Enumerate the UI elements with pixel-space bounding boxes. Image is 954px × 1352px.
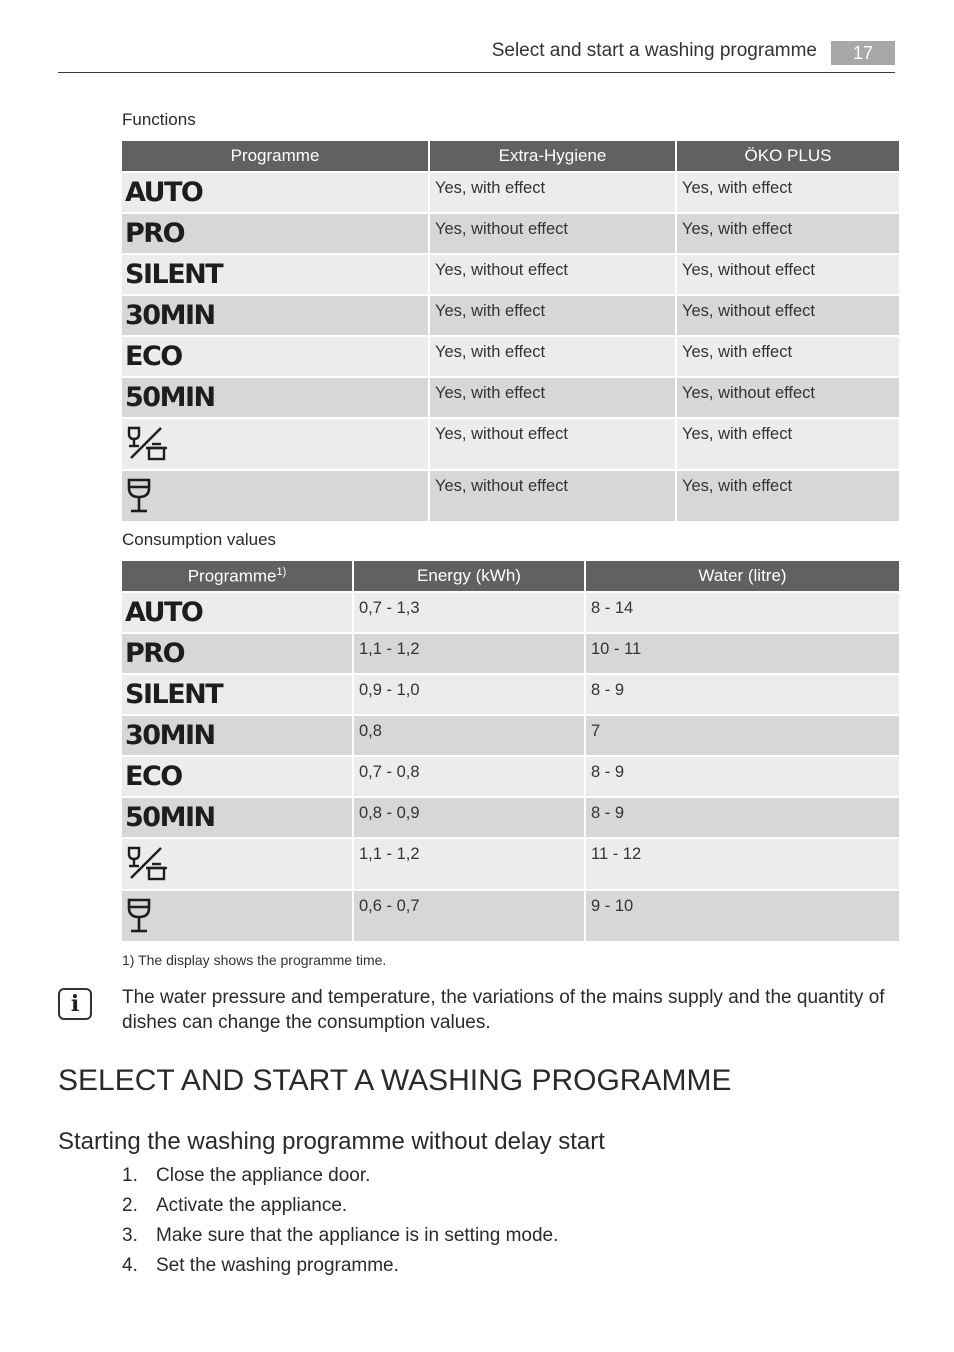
step-number: 1. (122, 1165, 138, 1186)
programme-cell (122, 716, 352, 755)
step-number: 3. (122, 1225, 138, 1246)
page-header (58, 38, 895, 73)
column-header: Water (litre) (586, 561, 899, 591)
step-number: 2. (122, 1195, 138, 1216)
info-text: The water pressure and temperature, the variations of the mains supply and the quantity of dishes can change the consumption values. (122, 987, 885, 1033)
glass-and-pot-icon (125, 844, 349, 884)
wine-glass-icon (125, 476, 425, 516)
table-row (122, 419, 899, 469)
oko-plus-cell: Yes, with effect (677, 337, 899, 376)
table-row (122, 839, 899, 889)
programme-cell (122, 634, 352, 673)
table-row (122, 255, 899, 294)
programme-cell (122, 471, 428, 521)
table-row (122, 214, 899, 253)
oko-plus-cell: Yes, without effect (677, 296, 899, 335)
energy-cell: 0,6 - 0,7 (354, 891, 584, 941)
programme-label: AUTO (125, 597, 203, 628)
water-cell: 8 - 9 (586, 675, 899, 714)
table-row (122, 757, 899, 796)
programme-label: 30MIN (125, 300, 215, 331)
step-text: Make sure that the appliance is in setting mode. (156, 1225, 559, 1246)
energy-cell: 0,8 - 0,9 (354, 798, 584, 837)
glass-and-pot-icon (125, 424, 425, 464)
programme-cell (122, 675, 352, 714)
programme-cell (122, 337, 428, 376)
programme-cell (122, 419, 428, 469)
water-cell: 8 - 9 (586, 757, 899, 796)
extra-hygiene-cell: Yes, with effect (430, 296, 675, 335)
column-header: Energy (kWh) (354, 561, 584, 591)
table-header-row (122, 561, 899, 591)
table-row (122, 173, 899, 212)
programme-label: PRO (125, 638, 185, 669)
column-header: Programme (122, 141, 428, 171)
oko-plus-cell: Yes, without effect (677, 255, 899, 294)
energy-cell: 0,9 - 1,0 (354, 675, 584, 714)
page-number: 17 (831, 41, 895, 65)
programme-cell (122, 173, 428, 212)
programme-cell (122, 593, 352, 632)
consumption-caption: Consumption values (122, 530, 277, 549)
programme-label: SILENT (125, 679, 223, 710)
step-text: Activate the appliance. (156, 1195, 348, 1216)
step-text: Set the washing programme. (156, 1255, 399, 1276)
column-header: Extra-Hygiene (430, 141, 675, 171)
header-title: Select and start a washing programme (491, 40, 817, 61)
programme-cell (122, 214, 428, 253)
table-row (122, 891, 899, 941)
energy-cell: 1,1 - 1,2 (354, 839, 584, 889)
programme-label: PRO (125, 218, 185, 249)
table-row (122, 296, 899, 335)
oko-plus-cell: Yes, with effect (677, 419, 899, 469)
step-text: Close the appliance door. (156, 1165, 371, 1186)
oko-plus-cell: Yes, without effect (677, 378, 899, 417)
footnote-mark: 1) (276, 565, 287, 578)
water-cell: 10 - 11 (586, 634, 899, 673)
programme-label: 30MIN (125, 720, 215, 751)
energy-cell: 1,1 - 1,2 (354, 634, 584, 673)
programme-label: AUTO (125, 177, 203, 208)
table-row (122, 337, 899, 376)
table-row (122, 716, 899, 755)
programme-label: SILENT (125, 259, 223, 290)
oko-plus-cell: Yes, with effect (677, 214, 899, 253)
table-header-row (122, 141, 899, 171)
step-number: 4. (122, 1255, 138, 1276)
programme-cell (122, 891, 352, 941)
table-row (122, 593, 899, 632)
energy-cell: 0,8 (354, 716, 584, 755)
column-header: ÖKO PLUS (677, 141, 899, 171)
extra-hygiene-cell: Yes, with effect (430, 173, 675, 212)
functions-caption: Functions (122, 110, 196, 129)
water-cell: 8 - 14 (586, 593, 899, 632)
oko-plus-cell: Yes, with effect (677, 173, 899, 212)
extra-hygiene-cell: Yes, without effect (430, 255, 675, 294)
oko-plus-cell: Yes, with effect (677, 471, 899, 521)
energy-cell: 0,7 - 0,8 (354, 757, 584, 796)
functions-table (120, 139, 901, 523)
extra-hygiene-cell: Yes, with effect (430, 337, 675, 376)
programme-cell (122, 839, 352, 889)
water-cell: 7 (586, 716, 899, 755)
table-row (122, 675, 899, 714)
table-row (122, 471, 899, 521)
energy-cell: 0,7 - 1,3 (354, 593, 584, 632)
table-row (122, 798, 899, 837)
column-header (122, 561, 352, 591)
water-cell: 11 - 12 (586, 839, 899, 889)
table-row (122, 378, 899, 417)
wine-glass-icon (125, 896, 349, 936)
consumption-table (120, 559, 901, 943)
programme-cell (122, 798, 352, 837)
column-header-label: Programme (187, 566, 277, 586)
water-cell: 8 - 9 (586, 798, 899, 837)
info-icon (58, 988, 92, 1020)
table-row (122, 634, 899, 673)
extra-hygiene-cell: Yes, without effect (430, 419, 675, 469)
footnote: 1) The display shows the programme time. (122, 952, 387, 968)
extra-hygiene-cell: Yes, with effect (430, 378, 675, 417)
programme-cell (122, 757, 352, 796)
subsection-title: Starting the washing programme without delay start (58, 1128, 605, 1155)
water-cell: 9 - 10 (586, 891, 899, 941)
programme-cell (122, 296, 428, 335)
programme-label: ECO (125, 761, 182, 792)
programme-label: 50MIN (125, 802, 215, 833)
extra-hygiene-cell: Yes, without effect (430, 471, 675, 521)
info-icon-glyph: i (70, 991, 80, 1017)
programme-cell (122, 378, 428, 417)
programme-label: 50MIN (125, 382, 215, 413)
extra-hygiene-cell: Yes, without effect (430, 214, 675, 253)
section-title: SELECT AND START A WASHING PROGRAMME (58, 1064, 732, 1097)
programme-cell (122, 255, 428, 294)
programme-label: ECO (125, 341, 182, 372)
